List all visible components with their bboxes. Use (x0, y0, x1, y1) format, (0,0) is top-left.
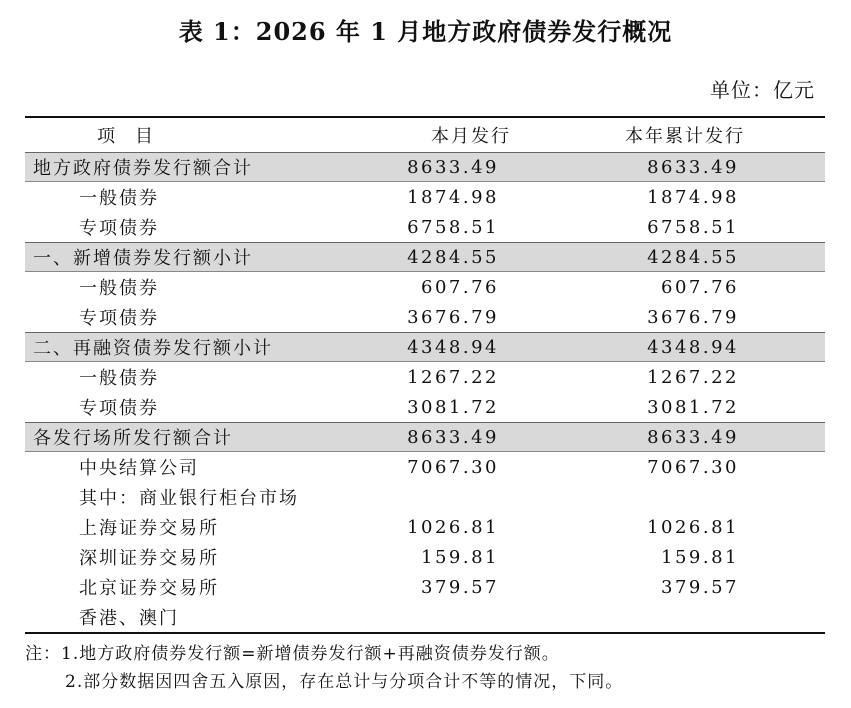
row-label: 一、新增债券发行额小计 (33, 248, 253, 269)
row-label: 其中：商业银行柜台市场 (79, 488, 299, 509)
header-month: 本月发行 (431, 126, 511, 147)
header-year: 本年累计发行 (625, 126, 745, 147)
table-row (25, 242, 825, 272)
month-value: 4348.94 (407, 336, 499, 358)
year-value: 4348.94 (647, 336, 739, 358)
year-value: 1874.98 (647, 186, 739, 208)
month-value: 1026.81 (407, 516, 499, 538)
table-row (25, 542, 825, 572)
row-label: 北京证券交易所 (79, 578, 219, 599)
row-label: 深圳证券交易所 (79, 548, 219, 569)
row-label: 香港、澳门 (79, 608, 179, 629)
table-row (25, 422, 825, 452)
table-title: 表 1：2026 年 1 月地方政府债券发行概况 (178, 17, 673, 46)
month-value: 6758.51 (407, 216, 499, 238)
table-row (25, 332, 825, 362)
month-value: 4284.55 (407, 246, 499, 268)
table-row (25, 302, 825, 332)
month-value: 8633.49 (407, 426, 499, 448)
year-value (655, 482, 739, 512)
table-row (25, 182, 825, 212)
month-value: 1874.98 (407, 186, 499, 208)
year-value: 8633.49 (647, 156, 739, 178)
year-value: 1026.81 (647, 516, 739, 538)
table-bottom-rule (25, 632, 825, 634)
footnotes (25, 640, 623, 696)
row-label: 一般债券 (79, 278, 159, 299)
row-label: 专项债券 (79, 308, 159, 329)
row-label: 二、再融资债券发行额小计 (33, 338, 273, 359)
month-value (425, 602, 499, 632)
table-row (25, 482, 825, 512)
table-row (25, 212, 825, 242)
year-value (655, 602, 739, 632)
table-row (25, 392, 825, 422)
row-label: 各发行场所发行额合计 (33, 428, 233, 449)
year-value: 607.76 (661, 276, 739, 298)
month-value: 159.81 (421, 546, 499, 568)
table-row (25, 362, 825, 392)
year-value: 8633.49 (647, 426, 739, 448)
month-value (425, 482, 499, 512)
row-label: 中央结算公司 (79, 458, 199, 479)
unit-label: 单位：亿元 (710, 78, 815, 102)
table-header (25, 118, 825, 153)
row-label: 专项债券 (79, 218, 159, 239)
year-value: 1267.22 (647, 366, 739, 388)
year-value: 379.57 (661, 576, 739, 598)
month-value: 1267.22 (407, 366, 499, 388)
row-label: 地方政府债券发行额合计 (33, 158, 253, 179)
month-value: 3676.79 (407, 306, 499, 328)
row-label: 一般债券 (79, 368, 159, 389)
month-value: 8633.49 (407, 156, 499, 178)
footnote-1: 注：1.地方政府债券发行额=新增债券发行额+再融资债券发行额。 (25, 644, 560, 664)
table-row (25, 452, 825, 482)
year-value: 7067.30 (647, 456, 739, 478)
year-value: 4284.55 (647, 246, 739, 268)
header-item: 项目 (97, 126, 173, 147)
month-value: 3081.72 (407, 396, 499, 418)
table-row (25, 152, 825, 182)
year-value: 3676.79 (647, 306, 739, 328)
row-label: 专项债券 (79, 398, 159, 419)
month-value: 607.76 (421, 276, 499, 298)
table-row (25, 602, 825, 632)
row-label: 一般债券 (79, 188, 159, 209)
month-value: 379.57 (421, 576, 499, 598)
footnote-2: 2.部分数据因四舍五入原因，存在总计与分项合计不等的情况，下同。 (65, 672, 624, 692)
year-value: 159.81 (661, 546, 739, 568)
table-row (25, 572, 825, 602)
year-value: 3081.72 (647, 396, 739, 418)
month-value: 7067.30 (407, 456, 499, 478)
row-label: 上海证券交易所 (79, 518, 219, 539)
table-row (25, 272, 825, 302)
year-value: 6758.51 (647, 216, 739, 238)
table-row (25, 512, 825, 542)
